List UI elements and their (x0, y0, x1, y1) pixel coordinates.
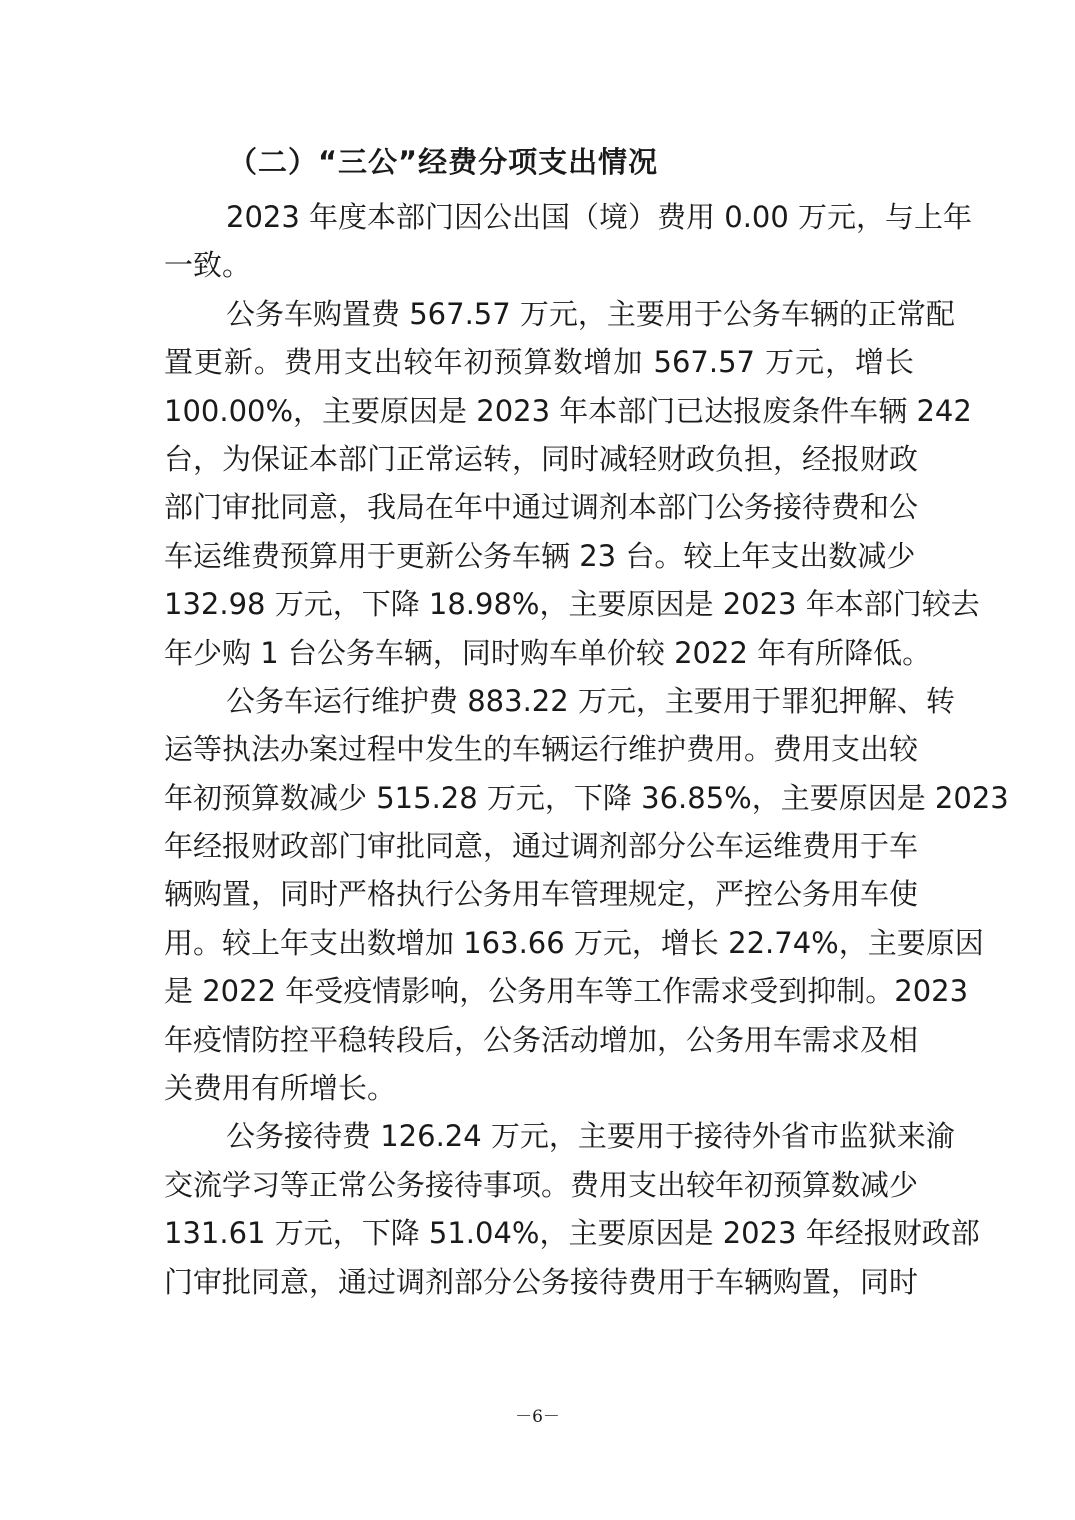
text-line: 置更新。费用支出较年初预算数增加 567.57 万元，增长 (164, 345, 914, 380)
text-line: 车运维费预算用于更新公务车辆 23 台。较上年支出数减少 (164, 538, 916, 573)
text-line: 是 2022 年受疫情影响，公务用车等工作需求受到抑制。2023 (164, 974, 969, 1009)
text-line: 门审批同意，通过调剂部分公务接待费用于车辆购置，同时 (164, 1264, 919, 1299)
body-text (164, 193, 1009, 1306)
text-line: 公务车运行维护费 883.22 万元，主要用于罪犯押解、转 (226, 683, 955, 718)
text-line: 辆购置，同时严格执行公务用车管理规定，严控公务用车使 (164, 877, 919, 912)
text-line: 关费用有所增长。 (164, 1071, 397, 1106)
text-line: 用。较上年支出数增加 163.66 万元，增长 22.74%，主要原因 (164, 925, 984, 960)
text-line: 一致。 (164, 248, 252, 283)
text-line: 年初预算数减少 515.28 万元，下降 36.85%，主要原因是 2023 (164, 780, 1009, 815)
section-heading: （二）“三公”经费分项支出情况 (228, 145, 659, 179)
text-line: 年疫情防控平稳转段后，公务活动增加，公务用车需求及相 (164, 1022, 919, 1057)
text-line: 年经报财政部门审批同意，通过调剂部分公车运维费用于车 (164, 829, 919, 864)
paragraph-outbound-travel (164, 193, 973, 290)
paragraph-vehicle-maintenance (164, 677, 1009, 1113)
text-line: 2023 年度本部门因公出国（境）费用 0.00 万元，与上年 (226, 200, 973, 234)
text-line: 132.98 万元，下降 18.98%，主要原因是 2023 年本部门较去 (164, 587, 980, 622)
text-line: 131.61 万元，下降 51.04%，主要原因是 2023 年经报财政部 (164, 1216, 980, 1251)
text-line: 公务车购置费 567.57 万元，主要用于公务车辆的正常配 (226, 296, 955, 331)
text-line: 公务接待费 126.24 万元，主要用于接待外省市监狱来渝 (226, 1119, 955, 1154)
text-line: 运等执法办案过程中发生的车辆运行维护费用。费用支出较 (164, 732, 919, 767)
paragraph-vehicle-purchase (164, 290, 980, 677)
text-line: 交流学习等正常公务接待事项。费用支出较年初预算数减少 (164, 1167, 919, 1202)
text-line: 部门审批同意，我局在年中通过调剂本部门公务接待费和公 (164, 490, 919, 525)
page-number: －6－ (515, 1407, 560, 1427)
text-line: 年少购 1 台公务车辆，同时购车单价较 2022 年有所降低。 (164, 635, 932, 670)
text-line: 台，为保证本部门正常运转，同时减轻财政负担，经报财政 (164, 441, 919, 476)
paragraph-reception-expenses (164, 1112, 980, 1306)
text-line: 100.00%，主要原因是 2023 年本部门已达报废条件车辆 242 (164, 393, 972, 428)
